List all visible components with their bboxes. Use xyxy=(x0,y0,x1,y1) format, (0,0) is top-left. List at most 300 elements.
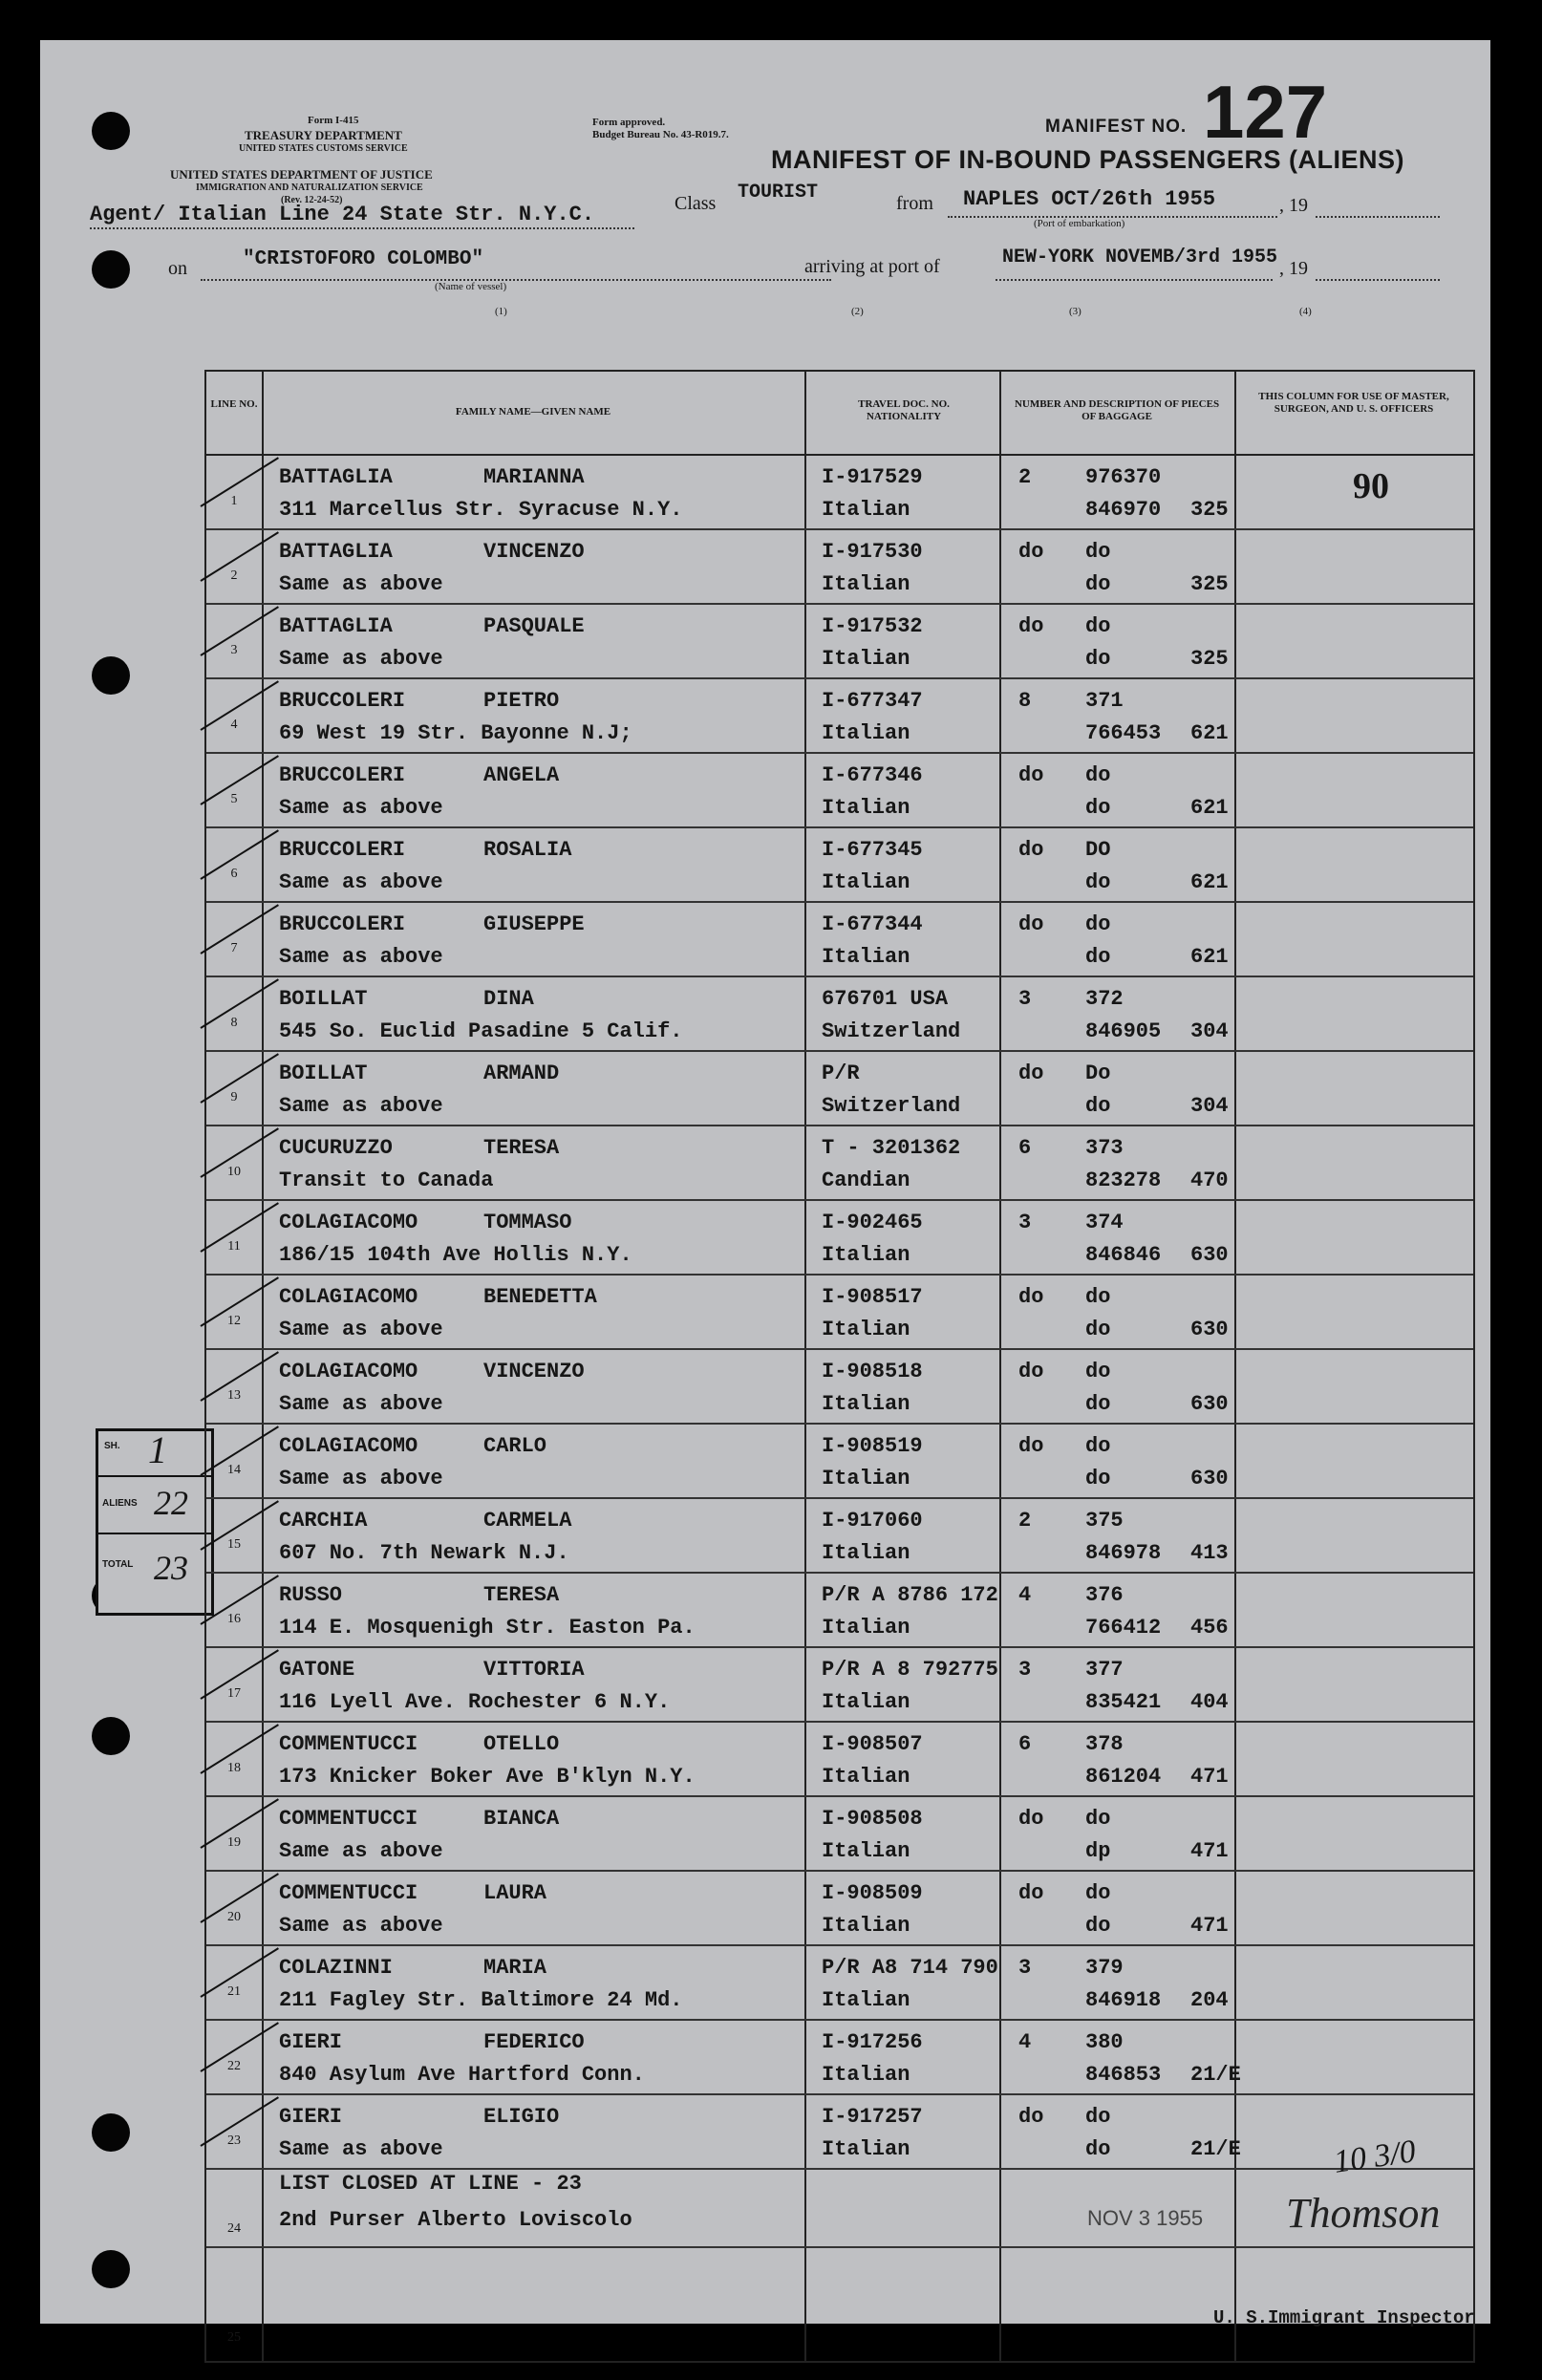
table-row xyxy=(206,2095,1473,2170)
passenger-address: Same as above xyxy=(279,2137,443,2161)
passenger-address: 186/15 104th Ave Hollis N.Y. xyxy=(279,1243,632,1267)
passenger-address: Same as above xyxy=(279,1094,443,1118)
line-number: 13 xyxy=(227,1388,241,1403)
passenger-surname: RUSSO xyxy=(279,1583,343,1607)
punch-hole xyxy=(92,2113,130,2152)
passenger-surname: COLAGIACOMO xyxy=(279,1211,418,1234)
travel-doc-no: P/R A 8 792775 xyxy=(822,1658,998,1682)
baggage-pieces: 4 xyxy=(1018,2030,1032,2054)
baggage-pieces: 8 xyxy=(1018,689,1032,713)
nationality: Italian xyxy=(822,1541,910,1565)
table-row xyxy=(206,679,1473,754)
line-number: 24 xyxy=(227,2221,241,2236)
table-row xyxy=(206,1350,1473,1425)
col-num-4: (4) xyxy=(1299,306,1312,317)
table-row xyxy=(206,456,1473,530)
baggage-weight: 21/E xyxy=(1190,2063,1241,2087)
baggage-weight: 304 xyxy=(1190,1019,1229,1043)
passenger-address: 69 West 19 Str. Bayonne N.J; xyxy=(279,721,632,745)
passenger-given-name: VITTORIA xyxy=(483,1658,585,1682)
baggage-no-1: do xyxy=(1085,2105,1111,2129)
tally-total-label: TOTAL xyxy=(102,1559,134,1570)
nationality: Italian xyxy=(822,721,910,745)
baggage-no-1: Do xyxy=(1085,1061,1111,1085)
table-row xyxy=(206,605,1473,679)
passenger-address: Same as above xyxy=(279,1318,443,1341)
nationality: Candian xyxy=(822,1169,910,1192)
passenger-given-name: ANGELA xyxy=(483,763,560,787)
line-number: 1 xyxy=(230,494,238,508)
baggage-no-1: 373 xyxy=(1085,1136,1124,1160)
baggage-pieces: do xyxy=(1018,763,1044,787)
line-number: 11 xyxy=(227,1239,241,1254)
nationality: Italian xyxy=(822,945,910,969)
baggage-pieces: 4 xyxy=(1018,1583,1032,1607)
baggage-pieces: do xyxy=(1018,1881,1044,1905)
manifest-title: MANIFEST OF IN-BOUND PASSENGERS (ALIENS) xyxy=(771,145,1405,174)
baggage-no-2: do xyxy=(1085,796,1111,820)
baggage-no-2: do xyxy=(1085,1094,1111,1118)
baggage-no-2: do xyxy=(1085,647,1111,671)
table-row xyxy=(206,1872,1473,1946)
baggage-no-1: do xyxy=(1085,614,1111,638)
baggage-no-1: 976370 xyxy=(1085,465,1162,489)
line-number: 18 xyxy=(227,1761,241,1775)
passenger-address: Same as above xyxy=(279,945,443,969)
baggage-no-2: do xyxy=(1085,1914,1111,1938)
header-name: FAMILY NAME—GIVEN NAME xyxy=(455,406,611,418)
tally-total: 23 xyxy=(154,1549,188,1587)
passenger-surname: BATTAGLIA xyxy=(279,540,393,564)
baggage-weight: 621 xyxy=(1190,721,1229,745)
dept-customs: UNITED STATES CUSTOMS SERVICE xyxy=(239,143,408,154)
table-row xyxy=(206,754,1473,828)
baggage-no-2: 846853 xyxy=(1085,2063,1162,2087)
budget-bureau: Budget Bureau No. 43-R019.7. xyxy=(592,129,729,140)
baggage-weight: 621 xyxy=(1190,945,1229,969)
passenger-surname: BOILLAT xyxy=(279,1061,368,1085)
line-number: 20 xyxy=(227,1910,241,1924)
vessel-note: (Name of vessel) xyxy=(435,281,507,292)
vessel-name: "CRISTOFORO COLOMBO" xyxy=(243,248,484,270)
year-suffix-1: , 19 xyxy=(1279,195,1308,216)
passenger-surname: BOILLAT xyxy=(279,987,368,1011)
baggage-no-1: 376 xyxy=(1085,1583,1124,1607)
passenger-given-name: PASQUALE xyxy=(483,614,585,638)
travel-doc-no: I-902465 xyxy=(822,1211,923,1234)
passenger-surname: BRUCCOLERI xyxy=(279,912,406,936)
travel-doc-no: I-908518 xyxy=(822,1360,923,1383)
baggage-weight: 630 xyxy=(1190,1243,1229,1267)
baggage-weight: 470 xyxy=(1190,1169,1229,1192)
travel-doc-no: I-917060 xyxy=(822,1509,923,1533)
line-number: 16 xyxy=(227,1612,241,1626)
table-row xyxy=(206,1574,1473,1648)
nationality: Italian xyxy=(822,1839,910,1863)
inspector-signature: Thomson xyxy=(1286,2190,1441,2237)
passenger-address: Same as above xyxy=(279,647,443,671)
baggage-no-1: 371 xyxy=(1085,689,1124,713)
passenger-address: Same as above xyxy=(279,572,443,596)
baggage-no-2: 823278 xyxy=(1085,1169,1162,1192)
passenger-surname: BATTAGLIA xyxy=(279,614,393,638)
col-num-3: (3) xyxy=(1069,306,1082,317)
travel-doc-no: I-917530 xyxy=(822,540,923,564)
baggage-no-1: 375 xyxy=(1085,1509,1124,1533)
line-number: 22 xyxy=(227,2059,241,2073)
baggage-weight: 304 xyxy=(1190,1094,1229,1118)
travel-doc-no: I-677345 xyxy=(822,838,923,862)
baggage-no-2: do xyxy=(1085,1318,1111,1341)
passenger-given-name: CARMELA xyxy=(483,1509,572,1533)
officers-mark: 90 xyxy=(1353,466,1389,506)
punch-hole xyxy=(92,656,130,695)
baggage-weight: 630 xyxy=(1190,1392,1229,1416)
line-number: 10 xyxy=(227,1165,241,1179)
nationality: Italian xyxy=(822,1318,910,1341)
baggage-pieces: do xyxy=(1018,540,1044,564)
nationality: Switzerland xyxy=(822,1019,961,1043)
line-number: 17 xyxy=(227,1686,241,1701)
baggage-weight: 21/E xyxy=(1190,2137,1241,2161)
baggage-weight: 413 xyxy=(1190,1541,1229,1565)
baggage-weight: 325 xyxy=(1190,647,1229,671)
passenger-given-name: LAURA xyxy=(483,1881,547,1905)
nationality: Italian xyxy=(822,796,910,820)
baggage-no-1: 378 xyxy=(1085,1732,1124,1756)
baggage-no-1: do xyxy=(1085,540,1111,564)
passenger-surname: GATONE xyxy=(279,1658,355,1682)
nationality: Italian xyxy=(822,647,910,671)
passenger-address: Transit to Canada xyxy=(279,1169,494,1192)
baggage-no-1: do xyxy=(1085,1360,1111,1383)
table-row xyxy=(206,1052,1473,1126)
passenger-address: 211 Fagley Str. Baltimore 24 Md. xyxy=(279,1988,683,2012)
header-officers: THIS COLUMN FOR USE OF MASTER, SURGEON, AND U. S. OFFICERS xyxy=(1258,391,1449,415)
line-number: 5 xyxy=(230,792,238,806)
nationality: Italian xyxy=(822,1243,910,1267)
baggage-no-2: 766453 xyxy=(1085,721,1162,745)
nationality: Italian xyxy=(822,572,910,596)
manifest-no-label: MANIFEST NO. xyxy=(1045,117,1188,137)
tally-aliens: 22 xyxy=(154,1484,188,1522)
tally-box xyxy=(96,1428,214,1616)
baggage-pieces: do xyxy=(1018,1285,1044,1309)
nationality: Italian xyxy=(822,870,910,894)
col-num-1: (1) xyxy=(495,306,507,317)
baggage-pieces: do xyxy=(1018,2105,1044,2129)
table-row xyxy=(206,1201,1473,1276)
handwritten-note: 10 3/0 xyxy=(1331,2133,1419,2180)
passenger-surname: COLAGIACOMO xyxy=(279,1434,418,1458)
baggage-weight: 471 xyxy=(1190,1765,1229,1789)
class-label: Class xyxy=(675,193,717,214)
passenger-given-name: DINA xyxy=(483,987,534,1011)
table-row xyxy=(206,1425,1473,1499)
travel-doc-no: I-917529 xyxy=(822,465,923,489)
baggage-pieces: 6 xyxy=(1018,1136,1032,1160)
nationality: Italian xyxy=(822,1914,910,1938)
line-number: 8 xyxy=(230,1016,238,1030)
baggage-weight: 204 xyxy=(1190,1988,1229,2012)
travel-doc-no: I-677347 xyxy=(822,689,923,713)
baggage-no-2: do xyxy=(1085,945,1111,969)
travel-doc-no: P/R A 8786 172 xyxy=(822,1583,998,1607)
arriving-label: arriving at port of xyxy=(804,256,940,277)
passenger-given-name: ROSALIA xyxy=(483,838,572,862)
nationality: Italian xyxy=(822,498,910,522)
passenger-given-name: PIETRO xyxy=(483,689,560,713)
passenger-address: 545 So. Euclid Pasadine 5 Calif. xyxy=(279,1019,683,1043)
passenger-surname: COLAGIACOMO xyxy=(279,1285,418,1309)
passenger-surname: COMMENTUCCI xyxy=(279,1732,418,1756)
baggage-weight: 404 xyxy=(1190,1690,1229,1714)
travel-doc-no: I-908507 xyxy=(822,1732,923,1756)
nationality: Italian xyxy=(822,2063,910,2087)
baggage-no-2: 846978 xyxy=(1085,1541,1162,1565)
baggage-weight: 621 xyxy=(1190,796,1229,820)
passenger-surname: BRUCCOLERI xyxy=(279,838,406,862)
table-row xyxy=(206,530,1473,605)
passenger-address: 173 Knicker Boker Ave B'klyn N.Y. xyxy=(279,1765,696,1789)
passenger-given-name: BENEDETTA xyxy=(483,1285,597,1309)
passenger-surname: COLAZINNI xyxy=(279,1956,393,1980)
baggage-no-2: 766412 xyxy=(1085,1616,1162,1640)
passenger-surname: BRUCCOLERI xyxy=(279,689,406,713)
travel-doc-no: P/R xyxy=(822,1061,860,1085)
baggage-weight: 471 xyxy=(1190,1839,1229,1863)
travel-doc-no: I-917256 xyxy=(822,2030,923,2054)
baggage-pieces: do xyxy=(1018,1360,1044,1383)
baggage-no-2: 846905 xyxy=(1085,1019,1162,1043)
agent-line: Agent/ Italian Line 24 State Str. N.Y.C. xyxy=(90,203,595,226)
passenger-given-name: CARLO xyxy=(483,1434,547,1458)
passenger-given-name: MARIA xyxy=(483,1956,547,1980)
table-row xyxy=(206,903,1473,977)
nationality: Italian xyxy=(822,1467,910,1490)
baggage-weight: 471 xyxy=(1190,1914,1229,1938)
passenger-given-name: TOMMASO xyxy=(483,1211,572,1234)
passenger-surname: GIERI xyxy=(279,2105,343,2129)
nationality: Italian xyxy=(822,1616,910,1640)
table-row xyxy=(206,1126,1473,1201)
passenger-given-name: BIANCA xyxy=(483,1807,560,1831)
header-doc: TRAVEL DOC. NO. NATIONALITY xyxy=(858,398,950,422)
nationality: Italian xyxy=(822,1392,910,1416)
baggage-no-1: do xyxy=(1085,1285,1111,1309)
baggage-pieces: 6 xyxy=(1018,1732,1032,1756)
passenger-given-name: ARMAND xyxy=(483,1061,560,1085)
baggage-pieces: do xyxy=(1018,614,1044,638)
baggage-no-1: do xyxy=(1085,1807,1111,1831)
passenger-given-name: FEDERICO xyxy=(483,2030,585,2054)
table-row xyxy=(206,977,1473,1052)
table-row xyxy=(206,1723,1473,1797)
table-row xyxy=(206,1648,1473,1723)
passenger-address: 607 No. 7th Newark N.J. xyxy=(279,1541,569,1565)
punch-hole xyxy=(92,2250,130,2288)
year-suffix-2: , 19 xyxy=(1279,258,1308,279)
baggage-pieces: 3 xyxy=(1018,1956,1032,1980)
baggage-no-1: do xyxy=(1085,1434,1111,1458)
baggage-weight: 456 xyxy=(1190,1616,1229,1640)
baggage-no-1: do xyxy=(1085,912,1111,936)
baggage-weight: 630 xyxy=(1190,1318,1229,1341)
passenger-address: Same as above xyxy=(279,1839,443,1863)
passenger-given-name: VINCENZO xyxy=(483,1360,585,1383)
line-number: 12 xyxy=(227,1314,241,1328)
nationality: Italian xyxy=(822,1765,910,1789)
travel-doc-no: I-917532 xyxy=(822,614,923,638)
passenger-address: Same as above xyxy=(279,870,443,894)
passenger-address: 840 Asylum Ave Hartford Conn. xyxy=(279,2063,645,2087)
passenger-given-name: MARIANNA xyxy=(483,465,585,489)
passenger-address: Same as above xyxy=(279,796,443,820)
line-number: 14 xyxy=(227,1463,241,1477)
arriving-value: NEW-YORK NOVEMB/3rd 1955 xyxy=(1002,247,1278,268)
line-number: 19 xyxy=(227,1835,241,1850)
travel-doc-no: T - 3201362 xyxy=(822,1136,961,1160)
passenger-surname: COMMENTUCCI xyxy=(279,1881,418,1905)
passenger-given-name: ELIGIO xyxy=(483,2105,560,2129)
passenger-surname: COLAGIACOMO xyxy=(279,1360,418,1383)
class-value: TOURIST xyxy=(738,182,819,204)
baggage-no-1: do xyxy=(1085,1881,1111,1905)
baggage-weight: 621 xyxy=(1190,870,1229,894)
baggage-pieces: 3 xyxy=(1018,1211,1032,1234)
passenger-address: 114 E. Mosquenigh Str. Easton Pa. xyxy=(279,1616,696,1640)
travel-doc-no: I-677346 xyxy=(822,763,923,787)
baggage-no-2: do xyxy=(1085,572,1111,596)
line-number: 4 xyxy=(230,718,238,732)
baggage-no-2: 835421 xyxy=(1085,1690,1162,1714)
passenger-surname: BATTAGLIA xyxy=(279,465,393,489)
baggage-no-1: 380 xyxy=(1085,2030,1124,2054)
tally-sh: 1 xyxy=(148,1428,167,1471)
line-number: 23 xyxy=(227,2133,241,2148)
baggage-pieces: do xyxy=(1018,1807,1044,1831)
baggage-no-2: do xyxy=(1085,1467,1111,1490)
travel-doc-no: I-908517 xyxy=(822,1285,923,1309)
tally-aliens-label: ALIENS xyxy=(102,1498,138,1509)
passenger-given-name: GIUSEPPE xyxy=(483,912,585,936)
travel-doc-no: I-908509 xyxy=(822,1881,923,1905)
passenger-surname: COMMENTUCCI xyxy=(279,1807,418,1831)
date-stamp: NOV 3 1955 xyxy=(1087,2206,1204,2230)
line-number: 9 xyxy=(230,1090,238,1104)
form-revision: (Rev. 12-24-52) xyxy=(281,195,343,205)
travel-doc-no: I-917257 xyxy=(822,2105,923,2129)
baggage-pieces: 3 xyxy=(1018,987,1032,1011)
passenger-given-name: TERESA xyxy=(483,1583,560,1607)
header-line: LINE NO. xyxy=(210,398,258,410)
travel-doc-no: I-908519 xyxy=(822,1434,923,1458)
baggage-no-2: 846918 xyxy=(1085,1988,1162,2012)
baggage-no-2: 861204 xyxy=(1085,1765,1162,1789)
form-number: Form I-415 xyxy=(308,115,359,126)
on-label: on xyxy=(168,258,187,279)
punch-hole xyxy=(92,250,130,289)
travel-doc-no: 676701 USA xyxy=(822,987,949,1011)
from-label: from xyxy=(896,193,933,214)
table-row xyxy=(206,1797,1473,1872)
nationality: Switzerland xyxy=(822,1094,961,1118)
footer-row-24 xyxy=(206,2172,1473,2248)
passenger-given-name: VINCENZO xyxy=(483,540,585,564)
passenger-table xyxy=(204,370,1475,2363)
dept-justice: UNITED STATES DEPARTMENT OF JUSTICE xyxy=(170,167,433,182)
manifest-sheet xyxy=(40,40,1490,2345)
nationality: Italian xyxy=(822,1988,910,2012)
passenger-address: Same as above xyxy=(279,1914,443,1938)
line-number: 2 xyxy=(230,568,238,583)
baggage-pieces: 2 xyxy=(1018,465,1032,489)
travel-doc-no: I-677344 xyxy=(822,912,923,936)
line-number: 6 xyxy=(230,867,238,881)
baggage-weight: 325 xyxy=(1190,572,1229,596)
line-number: 3 xyxy=(230,643,238,657)
passenger-address: Same as above xyxy=(279,1467,443,1490)
baggage-pieces: do xyxy=(1018,838,1044,862)
port-note: (Port of embarkation) xyxy=(1034,218,1125,229)
baggage-weight: 325 xyxy=(1190,498,1229,522)
inspector-title: U. S.Immigrant Inspector xyxy=(1213,2307,1475,2328)
nationality: Italian xyxy=(822,2137,910,2161)
baggage-no-2: dp xyxy=(1085,1839,1111,1863)
baggage-pieces: 3 xyxy=(1018,1658,1032,1682)
line-number: 21 xyxy=(227,1984,241,1999)
table-header xyxy=(206,372,1473,456)
passenger-surname: CUCURUZZO xyxy=(279,1136,393,1160)
passenger-given-name: TERESA xyxy=(483,1136,560,1160)
baggage-no-1: 379 xyxy=(1085,1956,1124,1980)
baggage-pieces: do xyxy=(1018,912,1044,936)
travel-doc-no: I-908508 xyxy=(822,1807,923,1831)
baggage-no-1: DO xyxy=(1085,838,1111,862)
dept-treasury: TREASURY DEPARTMENT xyxy=(245,128,402,142)
table-row xyxy=(206,1499,1473,1574)
baggage-pieces: do xyxy=(1018,1061,1044,1085)
dept-ins: IMMIGRATION AND NATURALIZATION SERVICE xyxy=(196,182,423,193)
table-row xyxy=(206,1276,1473,1350)
baggage-no-1: 377 xyxy=(1085,1658,1124,1682)
purser-line: 2nd Purser Alberto Loviscolo xyxy=(279,2208,632,2232)
passenger-surname: GIERI xyxy=(279,2030,343,2054)
baggage-no-2: 846970 xyxy=(1085,498,1162,522)
line-number: 25 xyxy=(227,2330,241,2345)
punch-hole xyxy=(92,112,130,150)
baggage-no-1: do xyxy=(1085,763,1111,787)
baggage-pieces: 2 xyxy=(1018,1509,1032,1533)
passenger-given-name: OTELLO xyxy=(483,1732,560,1756)
table-row xyxy=(206,828,1473,903)
baggage-no-2: do xyxy=(1085,870,1111,894)
baggage-weight: 630 xyxy=(1190,1467,1229,1490)
line-number: 7 xyxy=(230,941,238,955)
passenger-address: 311 Marcellus Str. Syracuse N.Y. xyxy=(279,498,683,522)
baggage-no-1: 374 xyxy=(1085,1211,1124,1234)
travel-doc-no: P/R A8 714 790 xyxy=(822,1956,998,1980)
nationality: Italian xyxy=(822,1690,910,1714)
from-value: NAPLES OCT/26th 1955 xyxy=(963,187,1216,211)
punch-hole xyxy=(92,1717,130,1755)
baggage-no-2: 846846 xyxy=(1085,1243,1162,1267)
tally-sh-label: SH. xyxy=(104,1441,120,1451)
table-row xyxy=(206,1946,1473,2021)
header-baggage: NUMBER AND DESCRIPTION OF PIECES OF BAGGAGE xyxy=(1014,398,1220,422)
passenger-surname: BRUCCOLERI xyxy=(279,763,406,787)
line-number: 15 xyxy=(227,1537,241,1552)
